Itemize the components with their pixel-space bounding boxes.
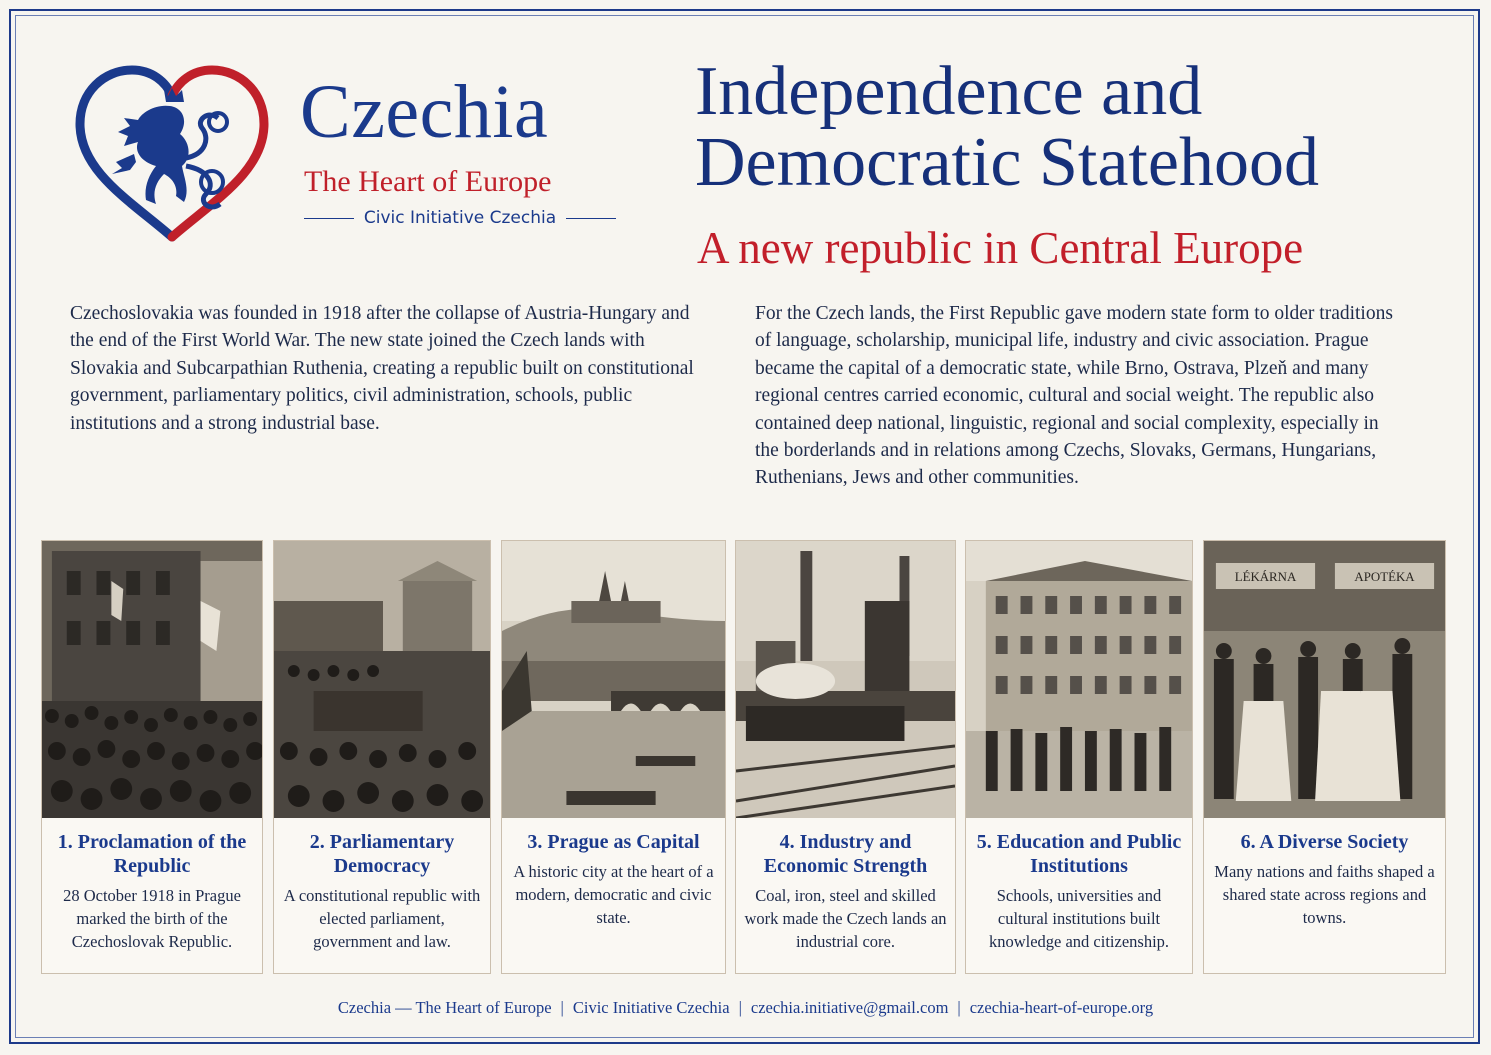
proclamation-crowd-photo bbox=[42, 541, 262, 818]
school-building-photo bbox=[966, 541, 1192, 818]
card-parliament bbox=[273, 540, 491, 974]
page-subtitle: A new republic in Central Europe bbox=[697, 223, 1304, 273]
industry-steelworks-photo bbox=[736, 541, 955, 818]
brand-tagline: The Heart of Europe bbox=[304, 165, 552, 198]
footer-brand: Czechia — The Heart of Europe bbox=[337, 998, 552, 1017]
organization-label: Civic Initiative Czechia bbox=[363, 208, 557, 228]
parliament-hall-photo bbox=[274, 541, 490, 818]
card-title: 4. Industry and Economic Strength bbox=[763, 831, 928, 877]
card-education bbox=[965, 540, 1193, 974]
card-proclamation bbox=[41, 540, 263, 974]
title-line-1: Independence and bbox=[695, 53, 1203, 130]
card-title: 1. Proclamation of the Republic bbox=[57, 831, 247, 877]
card-text: Coal, iron, steel and skilled work made the Czech lands an industrial core. bbox=[744, 886, 947, 951]
card-title: 5. Education and Public Institutions bbox=[976, 831, 1182, 877]
brand-organization bbox=[304, 208, 616, 228]
divider-line-right bbox=[566, 218, 616, 219]
card-title: 2. Parliamentary Democracy bbox=[309, 831, 455, 877]
card-title: 6. A Diverse Society bbox=[1240, 831, 1409, 853]
footer-email-link[interactable]: czechia.initiative@gmail.com bbox=[750, 998, 949, 1017]
card-text: Many nations and faiths shaped a shared state across regions and towns. bbox=[1214, 862, 1435, 927]
brand-name: Czechia bbox=[300, 70, 549, 154]
heart-lion-logo-icon bbox=[72, 62, 272, 247]
diverse-society-photo bbox=[1204, 541, 1445, 818]
sign-apoteka: APOTÉKA bbox=[1354, 568, 1415, 585]
footer-website-link[interactable]: czechia-heart-of-europe.org bbox=[969, 998, 1154, 1017]
card-title: 3. Prague as Capital bbox=[527, 831, 700, 853]
card-text: A historic city at the heart of a modern, democratic and civic state. bbox=[513, 862, 714, 927]
card-industry bbox=[735, 540, 956, 974]
footer-organization: Civic Initiative Czechia bbox=[572, 998, 730, 1017]
card-text: A constitutional republic with elected parliament, government and law. bbox=[283, 886, 481, 951]
sign-lekarna: LÉKÁRNA bbox=[1234, 568, 1297, 585]
card-text: 28 October 1918 in Prague marked the birth of the Czechoslovak Republic. bbox=[63, 886, 241, 951]
footer-separator: | bbox=[560, 998, 564, 1017]
intro-paragraph-right: For the Czech lands, the First Republic gave modern state form to older traditions of language, scholarship, municipal life, industry and civic association. Prague became the capital of a democratic state, while Brno, Ostrava, Plzeň and many regional centres carried economic, cultural and social weight. The republic also contained deep national, linguistic, regional and social complexity, especially in the borderlands and in relations among Czechs, Slovaks, Germans, Hungarians, Ruthenians, Jews and other communities. bbox=[755, 303, 1393, 489]
prague-river-photo bbox=[502, 541, 725, 818]
page-title bbox=[695, 53, 1455, 202]
intro-paragraph-left: Czechoslovakia was founded in 1918 after the collapse of Austria-Hungary and the end of the First World War. The new state joined the Czech lands with Slovakia and Subcarpathian Ruthenia, creating a republic built on constitutional government, parliamentary politics, civil administration, schools, public institutions and a strong industrial base. bbox=[70, 303, 694, 434]
title-line-2: Democratic Statehood bbox=[695, 124, 1319, 202]
footer bbox=[0, 998, 1491, 1018]
footer-separator: | bbox=[738, 998, 742, 1017]
card-diverse-society bbox=[1203, 540, 1446, 974]
card-prague bbox=[501, 540, 726, 974]
card-text: Schools, universities and cultural institutions built knowledge and citizenship. bbox=[988, 886, 1170, 951]
footer-separator: | bbox=[957, 998, 961, 1017]
divider-line-left bbox=[304, 218, 354, 219]
